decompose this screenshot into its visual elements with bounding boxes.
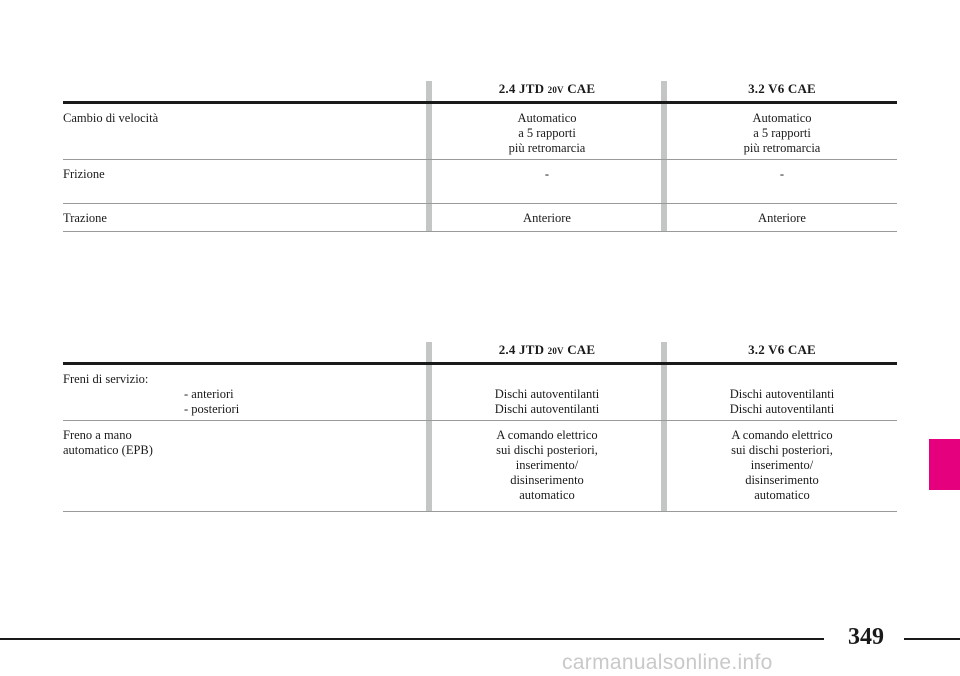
table-row <box>63 160 897 204</box>
footer-rule <box>904 638 960 640</box>
table-row <box>63 421 897 512</box>
row-label: Freno a mano automatico (EPB) <box>63 428 153 457</box>
cell-value: Anteriore <box>523 211 571 225</box>
cell-value: - <box>544 167 550 181</box>
brakes-table <box>63 342 897 512</box>
row-sublabel: - posteriori <box>184 402 240 416</box>
cell-value: A comando elettrico sui dischi posteriori, inserimento/ disinserimento automatico <box>496 428 598 502</box>
table-row <box>63 204 897 232</box>
cell-value: - <box>779 167 785 181</box>
column-header-v6: 3.2 V6 CAE <box>748 342 816 357</box>
section-tab-marker <box>929 439 960 490</box>
footer-rule <box>0 638 824 640</box>
cell-value: Automatico a 5 rapporti più retromarcia <box>508 111 586 155</box>
cell-value: A comando elettrico sui dischi posteriori, inserimento/ disinserimento automatico <box>731 428 833 502</box>
column-header-jtd: 2.4 JTD 20V CAE <box>498 342 596 357</box>
column-header-v6: 3.2 V6 CAE <box>748 81 816 96</box>
transmission-table <box>63 81 897 232</box>
table-row <box>63 365 897 421</box>
cell-value: Automatico a 5 rapporti più retromarcia <box>743 111 821 155</box>
row-sublabel: - anteriori <box>184 387 234 401</box>
row-label: Cambio di velocità <box>63 111 159 125</box>
table-header <box>63 81 897 101</box>
cell-value: Anteriore <box>758 211 806 225</box>
column-header-jtd: 2.4 JTD 20V CAE <box>498 81 596 96</box>
row-label: Freni di servizio: - anteriori - posteriori <box>63 372 240 416</box>
watermark: carmanualsonline.info <box>562 651 773 674</box>
row-label: Trazione <box>63 211 107 225</box>
row-label: Frizione <box>63 167 105 181</box>
table-header <box>63 342 897 362</box>
cell-value: Dischi autoventilanti Dischi autoventilanti <box>729 387 835 416</box>
cell-value: Dischi autoventilanti Dischi autoventilanti <box>494 387 600 416</box>
table-row <box>63 104 897 160</box>
page-number: 349 <box>848 624 884 650</box>
